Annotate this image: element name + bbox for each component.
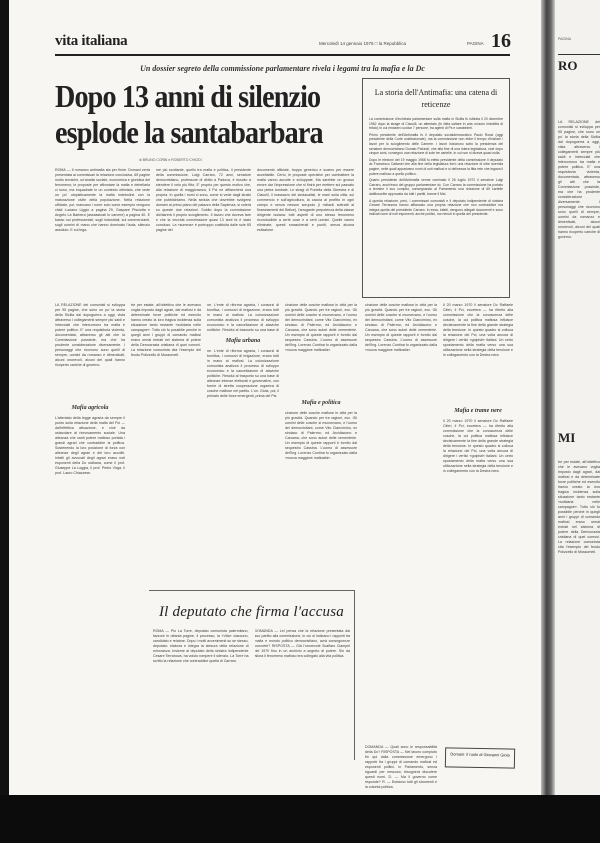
lower-column-2: tre per estate, all'obiettivo che le avevano voglia imposto dagli agrari, dai mafiosi e da determinate forze politiche ed esercito hanno creato la loro tragica incidenza sulla situazione tanto restante «solidaria nelle campagne». Tutto ciò fu possibile perché in quegli anni i gruppi di comando mafiosi erano ormai entrati nel sistema di potere della Democrazia cristiana di quei comuni. La relazione comunista cita l'esempio del feudo Polizzello di Mussomeli. (131, 303, 201, 357)
lower-column-6 (443, 303, 513, 738)
lower-column-3 (207, 303, 279, 583)
sidebar-paragraph: La commissione d'inchiesta parlamentare sulla mafia in Sicilia fu istituita il 20 dicembre 1962 dopo la strage di Ciaculli, un attentato (fu fatta saltare in aria un'auto imbottita di tritolo) in cui rimasero uccise 7 persone, tra agenti di Ps e carabinieri. (369, 117, 503, 131)
lower-column-4 (285, 303, 357, 583)
sidebar-paragraph: A questa relazione, però, i commissari comunisti e il deputato indipendente di sinistra Cesare Terranova hanno affiancato una propria relazione che non contraddice ma integra quella del presidente Carraro. In essa, infatti, vengono allegati documenti e sono indicati nomi di noti esponenti, anche politici, non tenuti in quella del presidente. (369, 198, 503, 217)
column-text: ne. L'ente di riforma agraria, i consorzi di bonifica, i consorzi di irrigazione, erano tutti in mano ai mafiosi. La colonizzazione comunista analizza il processo di sviluppo economico e la cancellazione di ataviche politiche. Residui al trasporto su una base di (207, 303, 279, 331)
newspaper-page (9, 0, 541, 795)
next-installment-box: Domani: il ruolo di Giovanni Gioia (445, 747, 515, 768)
adjacent-text: LA RELAZIONE dei comunisti si sviluppa per 95 pagine, che sono un po' la storia della Sicilia dal dopoguerra a oggi, vista attraverso i collegamenti sempre più saldi e intrecciati che intercorrono tra mafia e potere politico. E' una requisitoria violenta, documentata, attraverso gli atti che la Commissione possiede, ma che ha prudente considerazione diversamente. I personaggi che ricorrono sono quelli di sempre, uomini da romanzo e dimenticati, alcuni onorevoli, alcuni del quali hanno ricoperto cariche di governo. (558, 120, 600, 239)
column-text: LA RELAZIONE dei comunisti si sviluppa per 95 pagine, che sono un po' la storia della Sicilia dal dopoguerra a oggi, vista attraverso i collegamenti sempre più saldi e intrecciati che intercorrono tra mafia e potere politico. E' una requisitoria violenta, documentata, attraverso gli atti che la Commissione possiede, ma che ha prudente considerazione diversamente. I personaggi che ricorrono sono quelli di sempre, uomini da romanzo e dimenticati, alcuni onorevoli, alcuni del quali hanno ricoperto cariche di governo. (55, 303, 125, 367)
lead-column: ROMA — Il romanzo antimafia sta per finire. Domani verrà presentata ai commissari la relazione conclusiva, 65 pagine molto tecniche, un'analisi sociale, economica e giuridica del fenomeno; le proposte per affrontare la mafia e debellarla ci sono, ma inquadrate in un contesto ottimista, che vede un po' utopisticamente la mafia indebolirsi con la maturazione civile della popolazione. Nella relazione ufficiale, poi, mancano i nomi: solo come esempio vengono citati Luciano Liggio a pagina 29, Gaspare Pisciotta e Angelo La Barbera (assassinati in carcere) a pagina 40. E basta: sui professionisti, sugli industriali, sui commercianti, sugli uomini di mano che hanno dominato l'isola, silenzio assoluto. E sul lega- (55, 168, 150, 232)
lower-column-1 (55, 303, 125, 783)
interview-column: ROMA — Pio La Torre, deputato comunista palermitano, fazzoni in ottanta pagine, il processo, la «Vita» ciascuno, candidato e relatore. Dopo i molti avvenimenti su se stesso, deputato: elabora e integra la stesura della relazione di minoranza. Insieme al deputato della sinistra indipendente Cesare Terranova, ha voluto rompere il silenzio. La Torre ha scritto la relazione che contraddice quella di Carraro. (153, 629, 249, 663)
sidebar-title: La storia dell'Antimafia: una catena di reticenze (374, 88, 498, 109)
adjacent-headline: RO (558, 58, 578, 73)
scan-bottom-edge (0, 795, 600, 843)
subhead: Mafia urbana (225, 338, 261, 344)
adjacent-page (555, 0, 600, 795)
lead-column: documento ufficiale, troppo generico e scarno per essere accettabile. Certo, le proposte operative per combattere la mafia vanno accolte e sviluppate. Ma sarebbe un grosso errore dar l'impressione che si finirà per mettere sul passato una pietra tombale. Le stragi di Portella della Ginestra e di Ciaculli, il massacro dei sindacalisti, le mani sulla città, sul commercio e sull'agricoltura, la caccia al profitto in ogni campo e senza nessun scrupolo (i miliardi sottratti ai finanziamenti del Belice), l'arrogante prepotenza della classe dirigente isolana: tutti aspetti di uno stesso fenomeno riconducibile a certe cose e a certi uomini. Quelle vanno eliminate, questi smascherati e puniti, senza alcuna esitazione. (257, 168, 354, 232)
lower-column-5: cinzione delle cosche mafiose in città per la più gravità. Quando per tre ragioni, ecc. Gli uomini delle cosche si muovevano, e l'uomo dei democristiani, come Vito Ciancimino, ex sindaco di Palermo; ed Arcidiacono e Caruana, che sono autori delle cementerie. Un esempio di queste rapporti è fornito dal sequestro Cassina. L'uomo di assessore dell'Ing. Lorenzo Contina fu organizzato dalla «nuova maggiore mafiosità». (365, 303, 437, 352)
lead-column: me più scottante, quello tra mafia e politica, il presidente della commissione, Luigi Carraro, 72 anni, senatore democristiano, professore di diritto a Padova, è riuscito a stendere il velo più fitto. E' proprio per questo motivo che, alla relazione di maggioranza, il Pci ne affiancherà una propria. In quella i nomi ci sono, come si vede dagli stralci che pubblichiamo. Nella seduta che dovrebbe svolgersi domani al primo piano del palazzo della Sapienza, si voterà su queste due relazioni. Subito dopo la commissione dichiarerà il proprio scioglimento. Il lavoro che doveva fare e che la vecchia commissione quasi 13 anni fa è stato concluso. La «summa» è purtroppo costituita dalle sole 65 pagine del (156, 168, 251, 232)
byline: di BRUNO CORBI e ROBERTO CHIODI (139, 158, 202, 162)
interview-column: DOMANDA — Quali sono le responsabilità della Dc? RISPOSTA — Nel lavoro compiuto fin qui dalla commissione emergono i rapporti fra i gruppi di comando mafiosi ed esponenti politici. In Parlamento, senza riguardi per nessuno, bisognerà discutere questi nomi. D. — Ma il governo come risponde? R. — Esistono tutti gli strumenti e la volontà politica. (365, 745, 437, 789)
column-text: ne. L'ente di riforma agraria, i consorzi di bonifica, i consorzi di irrigazione, erano tutti in mano ai mafiosi. La colonizzazione comunista analizza il processo di sviluppo economico e la cancellazione di ataviche politiche. Residui al trasporto su una base di alleanze intense elettorali e governative, con forme di stretta cooperazione organica di cosche mafiose nel partito. L'on. Gioia, poi, il primato delle forze emergenti, prima del Psi. (207, 349, 279, 398)
second-headline: Il deputato che firma l'accusa (158, 604, 344, 620)
sidebar-paragraph: Primo presidente dell'Antimafia fu il deputato socialdemocratico Paolo Rossi (oggi presidente della Corte costituzionale), ma la commissione non ebbe il tempo d'iniziare i lavori per lo scioglimento delle Camere. I lavori iniziarono sotto la presidenza del senatore democristiano Donato Pafundi, che alla fine di una intera legislatura, cioè dopo cinque anni, consegnò una relazione di sole tre cartelle, in cui non si diceva quasi nulla. (369, 132, 503, 156)
column-text: cinzione delle cosche mafiose in città per la più gravità. Quando per tre ragioni, ecc. Gli uomini delle cosche si muovevano, e l'uomo dei democristiani, come Vito Ciancimino, ex sindaco di Palermo; ed Arcidiacono e Caruana, che sono autori delle cementerie. Un esempio di queste rapporti è fornito dal sequestro Cassina. L'uomo di assessore dell'Ing. Lorenzo Contina fu organizzato dalla «nuova maggiore mafiosità». (285, 411, 357, 460)
kicker: Un dossier segreto della commissione parlamentare rivela i legami tra la mafia e la Dc (140, 64, 425, 73)
sidebar-paragraph: Quarto presidente dell'Antimafia venne nominato il 26 luglio 1972 il senatore Luigi Carraro, anch'esso del gruppo parlamentare dc. Con Carraro la commissione ha portato a termine il suo compito, consegnando al Parlamento una relazione di 65 cartelle dattiloscritte approvata da tutti i partiti, tranne il Msi. (369, 178, 503, 196)
sidebar-box (362, 78, 510, 298)
subhead: Mafia e trame nere (454, 408, 502, 414)
adjacent-rule (558, 54, 600, 55)
scan-left-edge (0, 0, 9, 843)
adjacent-page-label: PAGINA (558, 37, 571, 41)
adjacent-text: tre per estate, all'obiettivo che le avevano voglia imposto dagli agrari, dai mafiosi e da determinate forze politiche ed esercito hanno creato la loro tragica incidenza sulla situazione tanto restante «solidaria nelle campagne». Tutto ciò fu possibile perché in quegli anni i gruppi di comando mafiosi erano ormai entrati nel sistema di potere della Democrazia cristiana di quei comuni. La relazione comunista cita l'esempio del feudo Polizzello di Mussomeli. (558, 460, 600, 554)
second-article (149, 590, 355, 760)
column-text: Il 20 marzo 1970 il senatore Dc Raffaele Ciferi, il Pci, eccetera — ha riferito alla commissione che la conoscenza delle cosche, la cui politica mafiosa influisce decisivamente la fine della grande strategia della tensione. In questo quadro si colloca la relazione del Pci, una volta ancora di dirigere i vertici «golpisti» italiani. Un certo spostamento della mafia verso una sua utilizzazione nella strategia della tensione e in collegamento con la Destra nera. (443, 419, 513, 473)
page-gutter (541, 0, 555, 843)
page-number: 16 (491, 30, 511, 52)
page-label: PAGINA (467, 41, 484, 46)
column-text: Il 20 marzo 1970 il senatore Dc Raffaele Ciferi, il Pci, eccetera — ha riferito alla commissione che la conoscenza delle cosche, la cui politica mafiosa influisce decisivamente la fine della grande strategia della tensione. In questo quadro si colloca la relazione del Pci, una volta ancora di dirigere i vertici «golpisti» italiani. Un certo spostamento della mafia verso una sua utilizzazione nella strategia della tensione e in collegamento con la Destra nera. (443, 303, 513, 357)
subhead: Mafia e politica (301, 400, 341, 406)
adjacent-headline: MI (558, 430, 576, 445)
dateline: Mercoledì 14 gennaio 1976 □ la Repubblica (319, 41, 407, 46)
section-title: vita italiana (55, 33, 128, 49)
sidebar-paragraph: Dopo le elezioni del 19 maggio 1968 fu eletto presidente della commissione il deputato dc Francesco Cattanei che alla fine della legislatura fornì una relazione di oltre duemila pagine, nelle quali apparivano nomi di noti mafiosi e si delineava la fitta rete che legava il potere mafioso a quello politico. (369, 157, 503, 176)
interview-column: DOMANDA — Lei pensa che la relazione presentata dal suo partito alla commissione, in cui si indicano i rapporti tra mafia e mondo politico democristiano, avrà conseguenze concrete? RISPOSTA — Già l'onorevole Scalfaro Ciampiri del 1970 fino in un archivio a segreto di potere. Sin da allora il fenomeno mafioso era collegato alla vita politica. (254, 629, 350, 658)
column-text: L'attentato della legge agraria da sempre il punto sulla relazione della mafia del Pci — dall'effettiva attuazione, e cioè da ostacolare al rinnovamento sociale. Una alleanza che vanti potere mafioso portata i grandi agrari che contraddire la politica. Sostenendo la loro posizione di forza con alleanze degli agrari e dei loro accoliti. Infatti gli avvocati degli agrari erano noti esponenti della Dc siciliana, come il prof. Giuseppe La Loggia, il prof. Pietro Virga, il prof. Lauro Chiazzese. (55, 416, 125, 475)
header-rule (55, 54, 510, 56)
lead-headline: Dopo 13 anni di silenzio esplode la santabarbara (55, 78, 323, 150)
column-text: cinzione delle cosche mafiose in città per la più gravità. Quando per tre ragioni, ecc. Gli uomini delle cosche si muovevano, e l'uomo dei democristiani, come Vito Ciancimino, ex sindaco di Palermo; ed Arcidiacono e Caruana, che sono autori delle cementerie. Un esempio di queste rapporti è fornito dal sequestro Cassina. L'uomo di assessore dell'Ing. Lorenzo Contina fu organizzato dalla «nuova maggiore mafiosità». (285, 303, 357, 352)
subhead: Mafia agricola (71, 405, 109, 411)
